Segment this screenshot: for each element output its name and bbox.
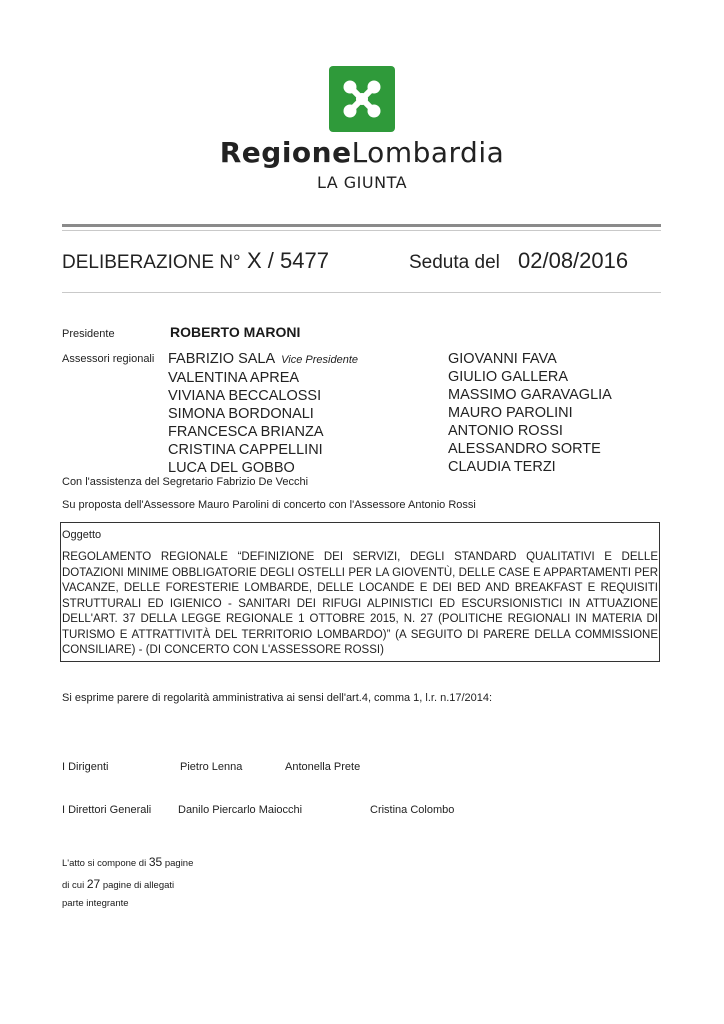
oggetto-text: REGOLAMENTO REGIONALE “DEFINIZIONE DEI SERVIZI, DEGLI STANDARD QUALITATIVI E DELLE DOTAZIONI MINIME OBBLIGATORIE DEGLI OSTELLI PER LA GIOVENTÙ, DELLE CASE E APPARTAMENTI PER VACANZE, DELLE FORESTERIE LOMBARDE, DELLE LOCANDE E DEI BED AND BREAKFAST E REQUISITI STRUTTURALI ED IGIENICO - SANITARI DEI RIFUGI ALPINISTICI ED ESCURSIONISTICI IN ATTUAZIONE DELL'ART. 37 DELLA LEGGE REGIONALE 1 OTTOBRE 2015, N. 27 (POLITICHE REGIONALI IN MATERIA DI TURISMO E ATTRATTIVITÀ DEL TERRITORIO LOMBARDO)” (A SEGUITO DI PARERE DELLA COMMISSIONE CONSILIARE) - (DI CONCERTO CON L'ASSESSORE ROSSI) (62, 551, 658, 656)
dirigente-name: Pietro Lenna (180, 761, 243, 773)
pages-total-value: 35 (148, 855, 163, 869)
presidente-label: Presidente (62, 328, 115, 340)
assessore-name: CLAUDIA TERZI (448, 459, 556, 475)
rosa-camuna-logo-icon (329, 66, 395, 132)
presidente-name: ROBERTO MARONI (170, 324, 301, 340)
parere-line: Si esprime parere di regolarità amministrativa ai sensi dell'art.4, comma 1, l.r. n.17/2014: (62, 692, 493, 704)
dirigenti-label: I Dirigenti (62, 761, 109, 773)
brand-subtitle: LA GIUNTA (316, 173, 408, 192)
assessore-name: FABRIZIO SALA Vice Presidente (168, 351, 359, 367)
pages-attached-value: 27 (86, 877, 101, 891)
footer-parte-integrante: parte integrante (62, 898, 129, 909)
section-divider (62, 292, 661, 293)
assessore-name: LUCA DEL GOBBO (168, 460, 295, 476)
assessori-column-2 (448, 350, 612, 476)
assessore-name: VALENTINA APREA (168, 370, 300, 386)
brand-title (0, 136, 724, 169)
assessori-column-1 (168, 350, 358, 477)
seduta-date: 02/08/2016 (518, 248, 629, 273)
header-rule-thin (62, 230, 661, 231)
assessori-label: Assessori regionali (62, 353, 155, 365)
assessore-name: ALESSANDRO SORTE (448, 441, 601, 457)
assessore-name: SIMONA BORDONALI (168, 406, 314, 422)
brand-part2: Lombardia (351, 136, 505, 169)
oggetto-label: Oggetto (62, 529, 102, 541)
assessore-name: MASSIMO GARAVAGLIA (448, 387, 612, 403)
assessore-name: VIVIANA BECCALOSSI (168, 388, 322, 404)
brand-part1: Regione (219, 136, 352, 169)
vice-presidente-note: Vice Presidente (281, 354, 359, 366)
direttore-name: Cristina Colombo (370, 804, 455, 816)
assessore-name: GIULIO GALLERA (448, 369, 569, 385)
assessore-name: FRANCESCA BRIANZA (168, 424, 324, 440)
assessore-name: CRISTINA CAPPELLINI (168, 442, 323, 458)
regione-lombardia-logo (329, 66, 395, 132)
direttore-name: Danilo Piercarlo Maiocchi (178, 804, 303, 816)
direttori-label: I Direttori Generali (62, 804, 152, 816)
deliberazione-number: X / 5477 (247, 248, 329, 273)
footer-pages-total: L'atto si compone di 35 pagine (62, 855, 194, 869)
header-rule (62, 224, 661, 227)
dirigente-name: Antonella Prete (285, 761, 361, 773)
proposta-line: Su proposta dell'Assessore Mauro Parolini di concerto con l'Assessore Antonio Rossi (62, 499, 476, 511)
assessore-name: GIOVANNI FAVA (448, 351, 557, 367)
assistenza-line: Con l'assistenza del Segretario Fabrizio De Vecchi (62, 476, 309, 488)
assessore-name: MAURO PAROLINI (448, 405, 573, 421)
deliberazione-label: DELIBERAZIONE N° (62, 252, 241, 273)
footer-pages-attached: di cui 27 pagine di allegati (62, 877, 175, 891)
seduta-label: Seduta del (409, 252, 500, 273)
assessore-name: ANTONIO ROSSI (448, 423, 563, 439)
